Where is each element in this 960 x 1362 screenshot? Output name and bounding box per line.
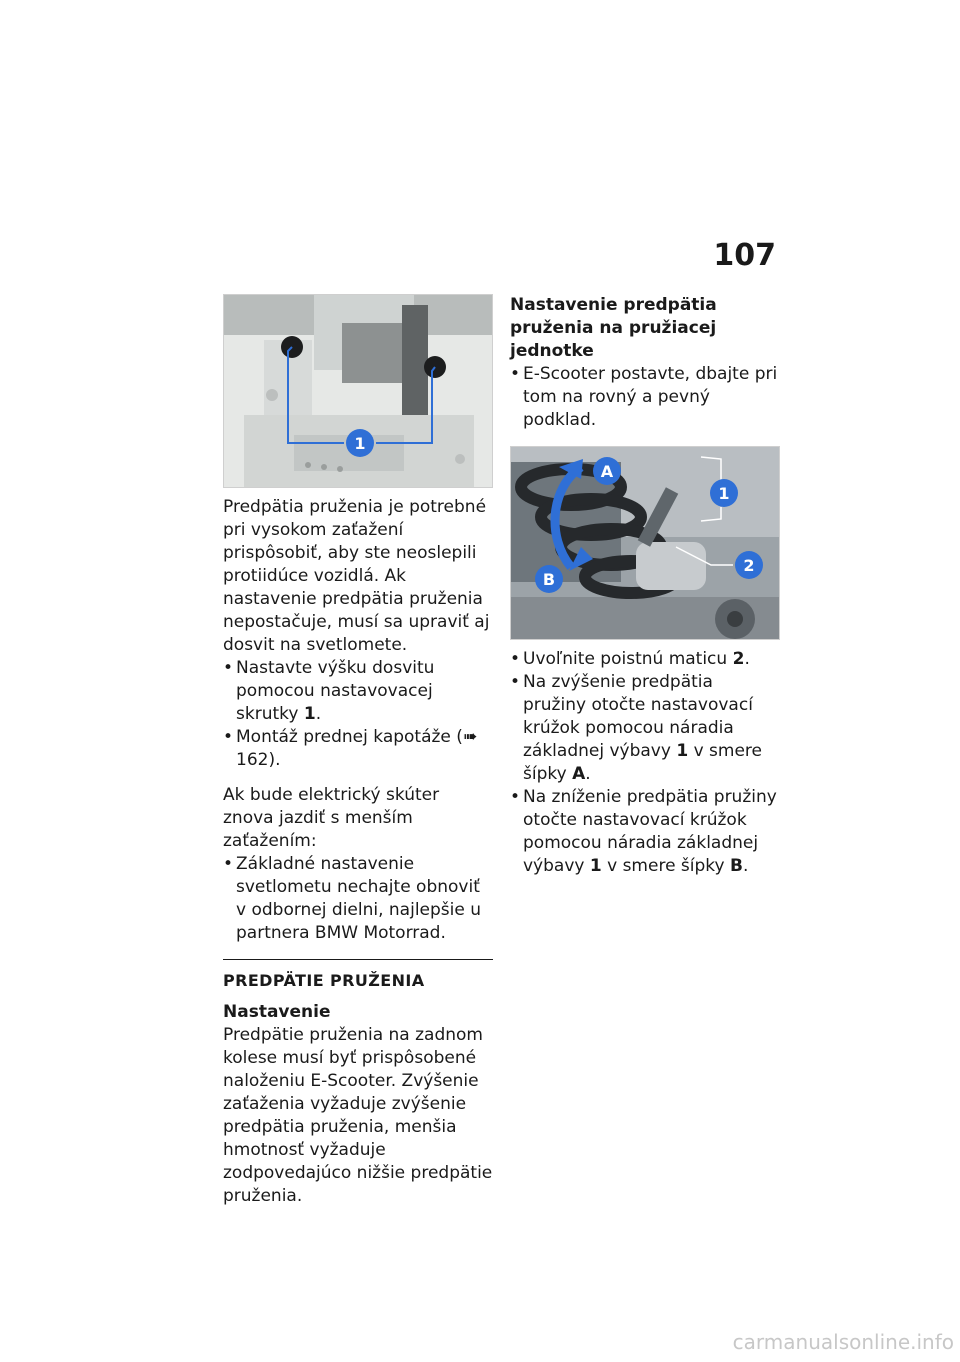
page-ref-link[interactable]: 162 bbox=[236, 750, 269, 770]
step-park-scooter: • E-Scooter postavte, dbajte pri tom na rovný a pevný podklad. bbox=[510, 363, 780, 432]
ref-a: A bbox=[572, 764, 586, 784]
spring-photo bbox=[511, 447, 779, 639]
watermark: carmanualsonline.info bbox=[732, 1330, 954, 1354]
callout-label-1: 1 bbox=[354, 434, 366, 453]
step-reset-headlight: • Základné nastavenie svetlometu nechajte obnoviť v odbornej dielni, najlepšie u partnera BMW Motorrad. bbox=[223, 853, 493, 945]
callout-label-b: B bbox=[542, 570, 556, 589]
right-step-list bbox=[510, 363, 780, 432]
left-column bbox=[223, 294, 493, 1208]
ref-2: 2 bbox=[732, 649, 745, 669]
step-mount-fairing: • Montáž prednej kapotáže (➠ 162). bbox=[223, 726, 493, 772]
step-increase-preload: • Na zvýšenie predpätia pružiny otočte nastavovací krúžok pomocou náradia základnej výbavy 1 v smere šípky A. bbox=[510, 671, 780, 786]
headlight-adjust-figure bbox=[223, 294, 493, 488]
step-list bbox=[223, 657, 493, 772]
ref-1: 1 bbox=[303, 704, 316, 724]
page-ref-arrow-icon: ➠ bbox=[462, 727, 478, 747]
right-step-list-2 bbox=[510, 648, 780, 878]
step-list-2 bbox=[223, 853, 493, 945]
spring-preload-figure bbox=[510, 446, 780, 640]
ref-1: 1 bbox=[676, 741, 689, 761]
subheading: Nastavenie bbox=[223, 1002, 331, 1022]
right-column bbox=[510, 294, 780, 878]
page-number: 107 bbox=[713, 238, 776, 273]
callout-label-2: 2 bbox=[743, 556, 755, 575]
section-body: Predpätie pruženia na zadnom kolese musí byť prispôsobené naloženiu E-Scooter. Zvýšenie zaťaženia vyžaduje zvýšenie predpätia pruženia, menšia hmotnosť vyžaduje zodpovedajúco nižšie predpätie pruženia. bbox=[223, 1025, 493, 1206]
step-adjust-headlight: • Nastavte výšku dosvitu pomocou nastavovacej skrutky 1. bbox=[223, 657, 493, 726]
step-loosen-locknut: • Uvoľnite poistnú maticu 2. bbox=[510, 648, 780, 671]
intro-paragraph: Predpätia pruženia je potrebné pri vysokom zaťažení prispôsobiť, aby ste neoslepili protiidúce vozidlá. Ak nastavenie predpätia pruženia nepostačuje, musí sa upraviť aj dosvit na svetlomete. bbox=[223, 497, 490, 655]
right-heading: Nastavenie predpätia pruženia na pružiacej jednotke bbox=[510, 295, 717, 361]
ref-b: B bbox=[730, 856, 743, 876]
section-divider bbox=[223, 959, 493, 1208]
ref-1: 1 bbox=[589, 856, 602, 876]
callout-label-1: 1 bbox=[718, 484, 730, 503]
step-decrease-preload: • Na zníženie predpätia pružiny otočte nastavovací krúžok pomocou náradia základnej výbavy 1 v smere šípky B. bbox=[510, 786, 780, 878]
section-heading: PREDPÄTIE PRUŽENIA bbox=[223, 971, 425, 990]
callout-label-a: A bbox=[600, 462, 614, 481]
headlight-photo bbox=[224, 295, 492, 487]
condition-paragraph: Ak bude elektrický skúter znova jazdiť s menším zaťažením: bbox=[223, 785, 440, 851]
